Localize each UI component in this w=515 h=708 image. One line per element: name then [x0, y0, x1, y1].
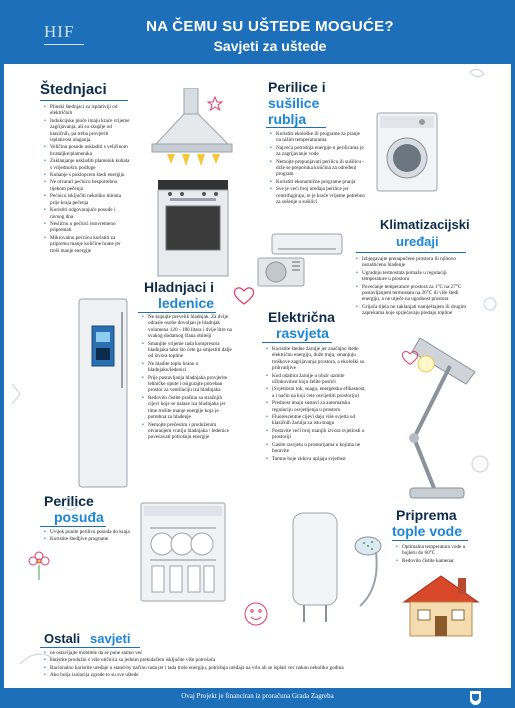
refrigerator-illustration [78, 298, 128, 488]
section-title-topla-voda-2: tople vode [392, 523, 463, 539]
list-item: • Zaklanjanje uskladiti plamenik kuhala s vrijednošću podloge [44, 158, 130, 171]
desk-lamp-illustration [380, 338, 490, 508]
logo-underline [44, 44, 84, 45]
list-item: • Nemojte prečestim i produženim otvaranjem vratiju hladnjaka / ledenice povećavati potrošnju energije [142, 422, 234, 441]
section-rule-klima [356, 252, 466, 253]
list-item: • Prije postavljanja hladnjaka provjerite tehničke upute i osigurajte potreban prostor za ventilaciju iza hladnjaka [142, 375, 234, 394]
list-posudje [44, 529, 136, 544]
list-item: • Povećanje temperature prostora za 1°C na 27°C postavljanjem termostata na 26°C ili više štedi energiju, a ne utječe na ugodnost prostora [356, 284, 472, 303]
smiley-doodle [238, 600, 274, 630]
section-title-hladnjaci-2: ledenice [158, 295, 215, 311]
list-item: • Optimalna temperatura vode u bojleru do 60°C [396, 544, 476, 557]
section-title-stednjaci: Štednjaci [40, 81, 107, 98]
list-item: • Pećnicu isključiti nekoliko minuta prije kraja pečenja [44, 193, 130, 206]
list-item: • Veličinu posude uskladiti s veličinom hvataljke/plamenika [44, 144, 130, 157]
list-item: • Najveća potrošnja energije u perilicama je za zagrijavanje vode [270, 145, 365, 158]
list-item: • Nemojte prepunjavati perilicu ili sušilicu - drže se preporuka količina za određeni program [270, 159, 365, 178]
list-stednjaci [44, 104, 130, 255]
heart-icon [400, 350, 420, 366]
list-ostali [44, 650, 474, 680]
section-title-posudje-1: Perilice [44, 493, 94, 509]
list-perilice-rublja [270, 131, 365, 206]
section-title-rasvjeta-2: rasvjeta [276, 325, 329, 341]
list-item: • Ugradnju termostata pomaže u regulaciji temperature u prostoru [356, 270, 472, 283]
list-item: • Koristiti ekološke ili programe za pranje na nižim temperaturama [270, 131, 365, 144]
stove-hood-illustration [142, 88, 242, 278]
page-title: NA ČEMU SU UŠTEDE MOGUĆE? [146, 18, 394, 35]
list-item: • Grijača tijela ne zaklanjati namještajem ili drugim zaprekama koje sprječavaju predaju topline [356, 304, 472, 317]
list-topla-voda [396, 544, 476, 565]
section-title-rasvjeta-1: Električna [268, 309, 335, 325]
section-title-perilice-rublja-3: rublja [268, 111, 307, 127]
section-title-posudje-2: posuđa [54, 509, 104, 525]
list-item: • Mikrovalnu pećnicu koristiti za pripremu manje količine hrane jer troši manje energije [44, 235, 130, 254]
page-subtitle: Savjeti za uštede [213, 38, 327, 54]
section-title-hladnjaci-1: Hladnjaci i [144, 279, 215, 295]
list-item: • Gasite rasvjetu u prostorijama u kojima ne boravite [266, 442, 366, 455]
list-item: • Kod odabira žarulje u obzir uzmite učinkovitost koju želite postići [266, 373, 366, 386]
list-item: • Uvijek punite perilicu posuđa do kraja [44, 529, 136, 535]
list-item: • Prednost imaju sustavi za automatsku regulaciju osvjetljenja u prostoru [266, 400, 366, 413]
logo: HIF [44, 22, 75, 41]
city-crest-icon [470, 691, 481, 705]
section-rule-rasvjeta [262, 342, 332, 343]
list-item: • koristite produžni s više utičnica sa jednim prekidačem isključite više potrošača [44, 657, 474, 663]
list-item: • Smanjite vrijeme rada kompresora hladnjaka tako što ćete ga smjestiti dalje od izvora topline [142, 341, 234, 360]
footer-bar [0, 688, 515, 708]
section-title-perilice-rublja-2: sušilice [268, 95, 320, 111]
list-item: • Nesličnu u pećnici istovremeno pripremati [44, 221, 130, 234]
footer-text: Ovaj Projekt je financiran iz proračuna Grada Zagreba [181, 692, 334, 700]
list-item: • Redovito čistite kamenac [396, 558, 476, 564]
section-title-klima-2: uređaji [396, 234, 439, 249]
list-item: • Fluorescentne cijevi daju više svjetla od klasičnih žarulja za istu snagu [266, 414, 366, 427]
list-item: • Redovito čistite prašinu sa stražnjih cijevi koje se nalaze iza hladnjaka jer time trošite manje energije koja je potrebna za hlađenje [142, 395, 234, 421]
list-item: • Ne hladite toplu hranu u hladnjaku/ledenici [142, 361, 234, 374]
section-rule-perilice-rublja [266, 127, 326, 128]
section-title-perilice-rublja-1: Perilice i [268, 79, 326, 95]
section-title-ostali-1: Ostali [44, 631, 81, 646]
section-title-klima-1: Klimatizacijski [380, 217, 470, 232]
section-title-topla-voda-1: Priprema [396, 507, 457, 523]
list-item: • Ne otvarati pećnicu bespotrebno tijekom pečenja [44, 179, 130, 192]
header-bar [0, 0, 515, 64]
list-item: • Koristite štedne žarulje jer značajno štede električnu energiju, duže traju, smanjuju troškove zagrijavanja prostora, a ekološki su prihvatljive [266, 346, 366, 372]
section-rule-posudje [40, 526, 106, 527]
house-illustration [398, 572, 484, 638]
list-item: • Sve je veći broj uređaja perilice jer centrifugiraju, te je kraće vrijeme potrebno za sušenje u sušilici [270, 186, 365, 205]
list-item: • Koristiti ekonomične programe pranja [270, 179, 365, 185]
dishwasher-illustration [140, 502, 226, 602]
list-item: • Kuhanje s poklopcem štedi energiju [44, 172, 130, 178]
list-hladnjaci [142, 314, 234, 442]
list-item: • Koristiti odgovarajuće posuđe i ravnog dna [44, 207, 130, 220]
list-item: • Plinski štednjaci su isplativiji od električnih [44, 104, 130, 117]
section-rule-stednjaci [40, 100, 128, 101]
list-item: • Postavite veći broj manjih izvora svjetlosti u prostoriji [266, 428, 366, 441]
list-item: • Ne kupujte prevelik hladnjak. Za dvije odrasle osobe dovoljan je hladnjak volumena 120 - 180 litara i dvije litre na svakog dodatnog člana obitelji [142, 314, 234, 340]
section-rule-hladnjaci [138, 312, 216, 313]
list-klima [356, 256, 472, 318]
list-item: • Ako bolja izolacija zgrade to su sve uštede [44, 672, 474, 678]
flower-icon [24, 548, 54, 582]
section-rule-ostali [40, 647, 140, 648]
list-item: • Izbjegavajte prenapučene prostora ili njihovo nezaštićeno hlađenje [356, 256, 472, 269]
water-heater-illustration [292, 512, 338, 624]
section-title-ostali-2: savjeti [90, 631, 131, 646]
heart-icon [232, 286, 256, 306]
list-item: • Koristite štedljive programe [44, 536, 136, 542]
section-rule-topla-voda [392, 540, 468, 541]
star-icon [207, 96, 223, 112]
air-conditioner-illustration [256, 232, 346, 288]
list-rasvjeta [266, 346, 366, 463]
list-item: • Racionalno koristite uređaje u stand-by načinu rada jer i tada troše energiju, potrošnja uređaja na vrlo ali se isplati već nakon nekoliko godina [44, 665, 474, 671]
list-item: • ne ostavljajte mobitele da se pune stalno već [44, 650, 474, 656]
list-item: • (Svjetlosni tok, snagu, energetsku efikasnost, a i način na koji ćete osvijetliti prostoriju) [266, 386, 366, 399]
list-item: • Tamne boje zidova upijaju svjetlost [266, 456, 366, 462]
list-item: • Indukcijske ploče imaju kraće vrijeme zagrijavanja, ali su skuplje od klasičnih, pa treba provjeriti isplativost ulaganja [44, 118, 130, 144]
washing-machine-illustration [376, 112, 438, 192]
